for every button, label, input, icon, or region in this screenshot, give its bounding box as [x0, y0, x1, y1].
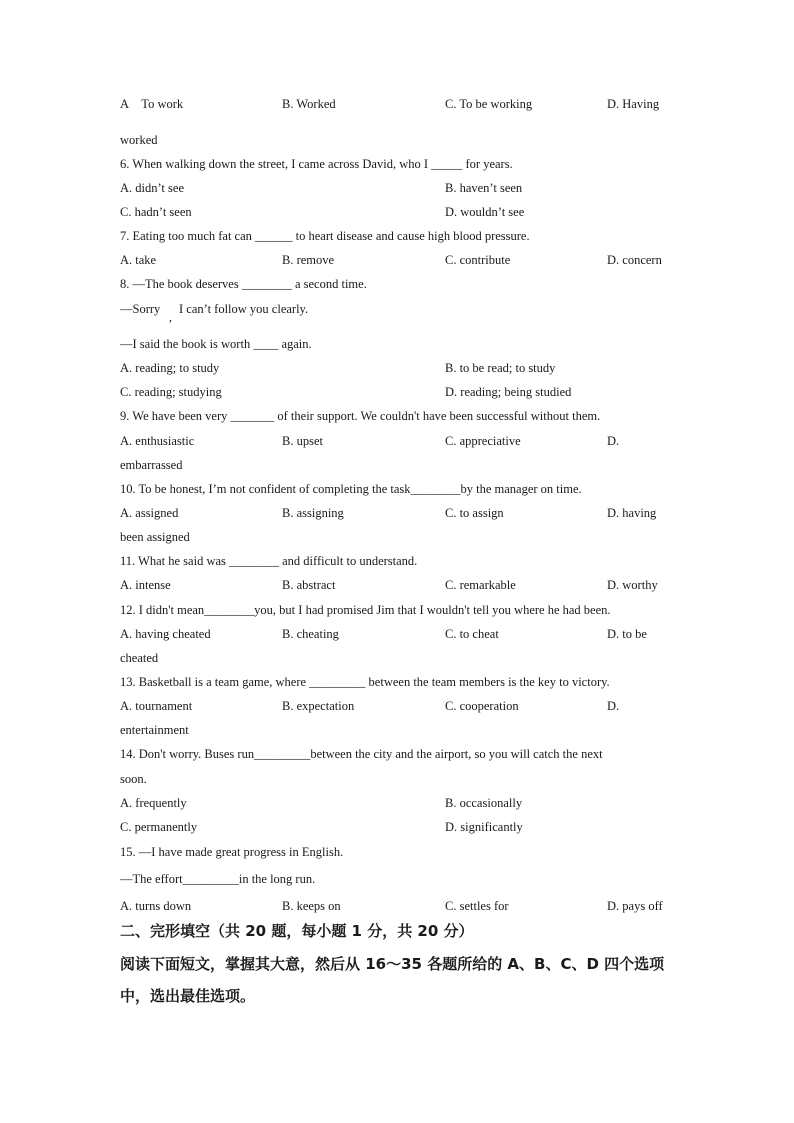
- q13-option-d[interactable]: D.: [607, 699, 620, 713]
- q9-option-a[interactable]: A. enthusiastic: [120, 434, 195, 448]
- q15-option-a[interactable]: A. turns down: [120, 899, 192, 913]
- q7-option-a[interactable]: A. take: [120, 253, 157, 267]
- q10-stem: 10. To be honest, I’m not confident of completing the task________by the manager on time.: [120, 482, 582, 496]
- q12-option-b[interactable]: B. cheating: [282, 627, 339, 641]
- q7-option-c[interactable]: C. contribute: [445, 253, 511, 267]
- q14-stem: 14. Don't worry. Buses run_________between the city and the airport, so you will catch the next: [120, 747, 603, 761]
- q9-option-d[interactable]: D.: [607, 434, 620, 448]
- q14-stem-wrap: soon.: [120, 772, 147, 786]
- q7-stem: 7. Eating too much fat can ______ to heart disease and cause high blood pressure.: [120, 229, 530, 243]
- q14-option-a[interactable]: A. frequently: [120, 796, 187, 810]
- q7-option-b[interactable]: B. remove: [282, 253, 335, 267]
- q5-option-c[interactable]: C. To be working: [445, 97, 533, 111]
- q12-option-d[interactable]: D. to be: [607, 627, 647, 641]
- section-2-title: 二、完形填空（共 20 题，每小题 1 分，共 20 分）: [120, 922, 474, 940]
- q10-option-d-wrap: been assigned: [120, 530, 190, 544]
- q6-stem: 6. When walking down the street, I came across David, who I _____ for years.: [120, 157, 513, 171]
- q13-option-d-wrap: entertainment: [120, 723, 189, 737]
- q11-stem: 11. What he said was ________ and difficult to understand.: [120, 554, 418, 568]
- q6-option-d[interactable]: D. wouldn’t see: [445, 205, 525, 219]
- q5-option-b[interactable]: B. Worked: [282, 97, 336, 111]
- q12-stem: 12. I didn't mean________you, but I had promised Jim that I wouldn't tell you where he had been.: [120, 603, 611, 617]
- q14-option-c[interactable]: C. permanently: [120, 820, 198, 834]
- q10-option-d[interactable]: D. having: [607, 506, 657, 520]
- section-2-instruction: 阅读下面短文，掌握其大意，然后从 16～35 各题所给的 A、B、C、D 四个选项中，选出最佳选项。: [120, 955, 665, 1005]
- q9-option-c[interactable]: C. appreciative: [445, 434, 521, 448]
- q15-option-c[interactable]: C. settles for: [445, 899, 509, 913]
- q12-option-c[interactable]: C. to cheat: [445, 627, 499, 641]
- q11-option-b[interactable]: B. abstract: [282, 578, 336, 592]
- q8-option-a[interactable]: A. reading; to study: [120, 361, 220, 375]
- q5-option-d[interactable]: D. Having: [607, 97, 660, 111]
- q11-option-c[interactable]: C. remarkable: [445, 578, 516, 592]
- q6-option-a[interactable]: A. didn’t see: [120, 181, 184, 195]
- q9-option-d-wrap: embarrassed: [120, 458, 183, 472]
- q13-option-a[interactable]: A. tournament: [120, 699, 193, 713]
- q13-option-c[interactable]: C. cooperation: [445, 699, 519, 713]
- q15-option-b[interactable]: B. keeps on: [282, 899, 341, 913]
- q8-dialog-line2: —Sorry: [120, 302, 161, 316]
- q10-option-c[interactable]: C. to assign: [445, 506, 504, 520]
- q6-option-c[interactable]: C. hadn’t seen: [120, 205, 192, 219]
- q13-option-b[interactable]: B. expectation: [282, 699, 355, 713]
- q8-stem: 8. —The book deserves ________ a second time.: [120, 277, 367, 291]
- q8-dialog-comma: ,: [169, 310, 172, 324]
- q8-option-c[interactable]: C. reading; studying: [120, 385, 222, 399]
- q8-dialog-line3: —I said the book is worth ____ again.: [120, 337, 312, 351]
- q8-option-d[interactable]: D. reading; being studied: [445, 385, 572, 399]
- q12-option-d-wrap: cheated: [120, 651, 159, 665]
- q15-stem: 15. —I have made great progress in English.: [120, 845, 344, 859]
- q9-option-b[interactable]: B. upset: [282, 434, 323, 448]
- q11-option-d[interactable]: D. worthy: [607, 578, 658, 592]
- q6-option-b[interactable]: B. haven’t seen: [445, 181, 523, 195]
- q13-stem: 13. Basketball is a team game, where _________ between the team members is the key to victory.: [120, 675, 610, 689]
- q8-dialog-line2b: I can’t follow you clearly.: [179, 302, 309, 316]
- q9-stem: 9. We have been very _______ of their support. We couldn't have been successful without them.: [120, 409, 601, 423]
- q15-dialog-line2: —The effort_________in the long run.: [120, 872, 316, 886]
- q14-option-b[interactable]: B. occasionally: [445, 796, 523, 810]
- q5-option-d-wrap: worked: [120, 133, 158, 147]
- q8-option-b[interactable]: B. to be read; to study: [445, 361, 556, 375]
- q5-option-a[interactable]: A To work: [120, 97, 184, 111]
- q11-option-a[interactable]: A. intense: [120, 578, 171, 592]
- q12-option-a[interactable]: A. having cheated: [120, 627, 211, 641]
- q15-option-d[interactable]: D. pays off: [607, 899, 663, 913]
- q10-option-b[interactable]: B. assigning: [282, 506, 344, 520]
- q10-option-a[interactable]: A. assigned: [120, 506, 179, 520]
- q7-option-d[interactable]: D. concern: [607, 253, 662, 267]
- q14-option-d[interactable]: D. significantly: [445, 820, 523, 834]
